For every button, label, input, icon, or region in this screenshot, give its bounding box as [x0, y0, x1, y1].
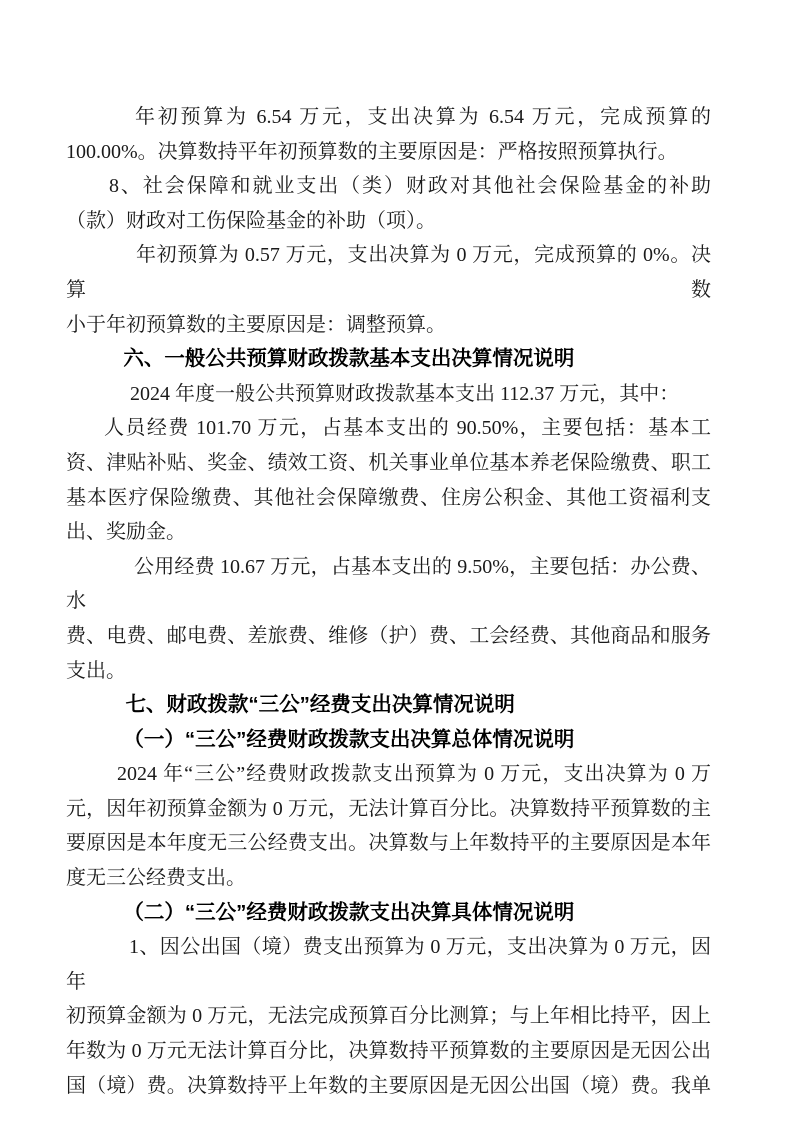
text-line: 元，因年初预算金额为 0 万元，无法计算百分比。决算数持平预算数的主 [66, 797, 711, 820]
heading-line: （一）“三公”经费财政拨款支出决算总体情况说明 [123, 727, 575, 751]
text-line: 资、津贴补贴、奖金、绩效工资、机关事业单位基本养老保险缴费、职工 [66, 451, 711, 474]
heading-line: 七、财政拨款“三公”经费支出决算情况说明 [125, 693, 515, 717]
text-line: 国（境）费。决算数持平上年数的主要原因是无因公出国（境）费。我单 [66, 1074, 711, 1097]
text-line: 人员经费 101.70 万元，占基本支出的 90.50%，主要包括：基本工 [104, 417, 711, 440]
heading-line: （二）“三公”经费财政拨款支出决算具体情况说明 [123, 900, 575, 924]
text-line: 公用经费 10.67 万元，占基本支出的 9.50%，主要包括：办公费、水 [66, 555, 711, 613]
text-line: 度无三公经费支出。 [66, 867, 246, 890]
text-line: 基本医疗保险缴费、其他社会保障缴费、住房公积金、其他工资福利支 [66, 486, 711, 509]
heading-line: 六、一般公共预算财政拨款基本支出决算情况说明 [123, 347, 575, 371]
text-line: 要原因是本年度无三公经费支出。决算数与上年数持平的主要原因是本年 [66, 832, 711, 855]
text-line: 初预算金额为 0 万元，无法完成预算百分比测算；与上年相比持平，因上 [66, 1005, 711, 1028]
text-line: 8、社会保障和就业支出（类）财政对其他社会保险基金的补助 [109, 175, 711, 198]
text-line: 支出。 [66, 659, 126, 682]
text-line: 小于年初预算数的主要原因是：调整预算。 [66, 313, 446, 336]
text-line: 出、奖励金。 [66, 521, 186, 544]
text-line: 2024 年“三公”经费财政拨款支出预算为 0 万元，支出决算为 0 万 [117, 763, 711, 786]
text-line: 年初预算为 0.57 万元，支出决算为 0 万元，完成预算的 0%。决算数 [66, 244, 711, 301]
text-line: 100.00%。决算数持平年初预算数的主要原因是：严格按照预算执行。 [66, 140, 678, 163]
text-line: 1、因公出国（境）费支出预算为 0 万元，支出决算为 0 万元，因年 [66, 936, 711, 993]
text-line: 2024 年度一般公共预算财政拨款基本支出 112.37 万元，其中： [130, 382, 680, 405]
document-body [66, 100, 711, 1103]
text-line: 年数为 0 万元无法计算百分比，决算数持平预算数的主要原因是无因公出 [66, 1040, 711, 1063]
text-line: 费、电费、邮电费、差旅费、维修（护）费、工会经费、其他商品和服务 [66, 624, 711, 647]
text-line: 年初预算为 6.54 万元，支出决算为 6.54 万元，完成预算的 [135, 106, 711, 128]
text-line: （款）财政对工伤保险基金的补助（项）。 [66, 209, 436, 232]
